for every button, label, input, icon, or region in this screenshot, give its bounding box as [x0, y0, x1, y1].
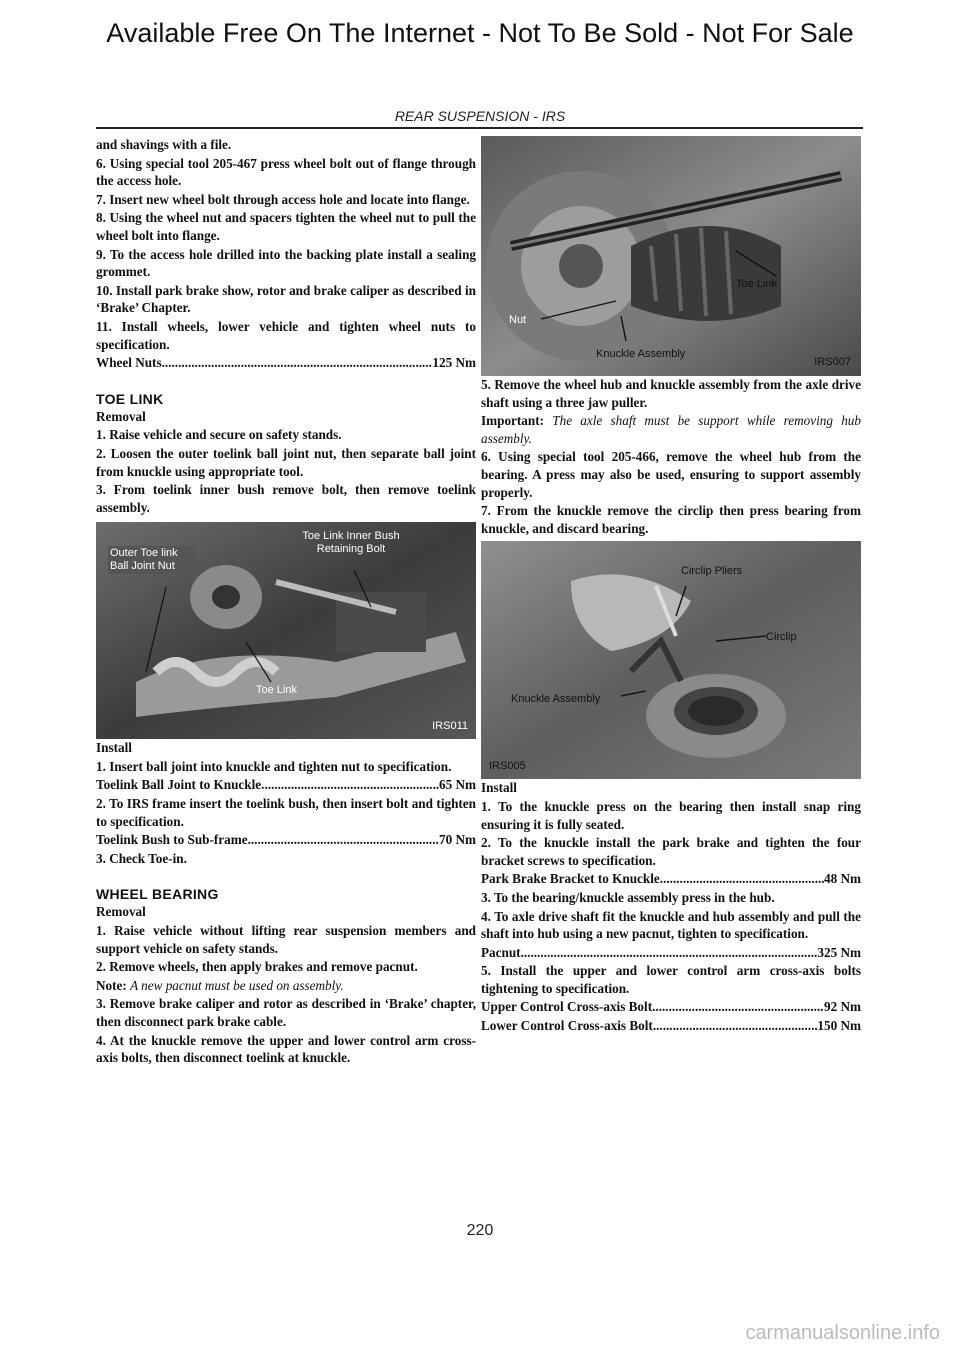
important-note [481, 412, 861, 447]
note-text: A new pacnut must be used on assembly. [130, 977, 344, 993]
subheading-install: Install [96, 740, 132, 756]
callout-knuckle-assembly: Knuckle Assembly [511, 693, 601, 706]
spec-value: 92 Nm [824, 999, 861, 1015]
spec-value: 325 Nm [817, 944, 861, 960]
photo-code: IRS011 [432, 719, 468, 732]
spec-label: Upper Control Cross-axis Bolt [481, 999, 653, 1015]
paragraph: 4. At the knuckle remove the upper and lower control arm cross-axis bolts, then disconnect toelink at knuckle. [96, 1032, 476, 1066]
photo-code: IRS007 [814, 356, 851, 369]
spec-label: Lower Control Cross-axis Bolt [481, 1018, 653, 1034]
spec-value: 125 Nm [432, 355, 476, 371]
important-text: The axle shaft must be support while removing hub assembly. [481, 413, 861, 446]
leader-dots [261, 776, 439, 794]
spec-value: 150 Nm [817, 1018, 861, 1034]
page-number: 220 [466, 1222, 494, 1239]
spec-label: Toelink Bush to Sub-frame [96, 832, 248, 848]
spec-value: 70 Nm [439, 832, 476, 848]
paragraph: 7. From the knuckle remove the circlip then press bearing from knuckle, and discard bearing. [481, 503, 861, 536]
leader-dots [653, 1017, 818, 1035]
leader-dots [521, 944, 818, 962]
paragraph: 1. To the knuckle press on the bearing then install snap ring ensuring it is fully seated. [481, 798, 861, 832]
callout-toe-link: Toe Link [256, 684, 297, 697]
right-column [481, 136, 861, 1036]
torque-spec-park-brake-bracket [481, 870, 861, 888]
paragraph: 1. Raise vehicle without lifting rear suspension members and support vehicle on safety stands. [96, 923, 476, 956]
note [96, 977, 476, 995]
paragraph: 9. To the access hole drilled into the backing plate install a sealing grommet. [96, 246, 476, 280]
paragraph: 6. Using special tool 205-466, remove the wheel hub from the bearing. A press may also be used, ensuring to support assembly properly. [481, 449, 861, 500]
paragraph: 7. Insert new wheel bolt through access hole and locate into flange. [96, 191, 470, 207]
watermark-banner: Available Free On The Internet - Not To Be Sold - Not For Sale [106, 18, 854, 48]
paragraph: 3. To the bearing/knuckle assembly press in the hub. [481, 889, 775, 905]
spec-label: Pacnut [481, 944, 521, 960]
paragraph: 3. Remove brake caliper and rotor as described in ‘Brake’ chapter, then disconnect park brake cable. [96, 996, 476, 1029]
subheading-removal: Removal [96, 408, 146, 424]
spec-label: Toelink Ball Joint to Knuckle [96, 777, 262, 793]
paragraph: 5. Install the upper and lower control arm cross-axis bolts tightening to specification. [481, 963, 861, 996]
photo-circlip-removal [481, 541, 861, 779]
paragraph: 5. Remove the wheel hub and knuckle assembly from the axle drive shaft using a three jaw puller. [481, 377, 861, 410]
paragraph: 2. To the knuckle install the park brake and tighten the four bracket screws to specification. [481, 835, 861, 868]
callout-toe-link: Toe Link [736, 278, 777, 290]
footer-watermark: carmanualsonline.info [745, 1322, 940, 1344]
torque-spec-ball-joint [96, 776, 476, 794]
callout-outer-ball-joint: Outer Toe link Ball Joint Nut [108, 546, 194, 574]
leader-dots [660, 870, 824, 888]
left-column [96, 136, 476, 1068]
paragraph: 1. Raise vehicle and secure on safety stands. [96, 427, 342, 443]
spec-value: 65 Nm [439, 777, 476, 793]
photo-toe-link [96, 522, 476, 739]
section-heading-wheel-bearing: WHEEL BEARING [96, 886, 219, 903]
photo-code: IRS005 [489, 759, 526, 772]
paragraph: 2. To IRS frame insert the toelink bush, then insert bolt and tighten to specification. [96, 796, 476, 829]
paragraph: 2. Remove wheels, then apply brakes and remove pacnut. [96, 959, 418, 975]
photo-knuckle-assembly [481, 136, 861, 376]
paragraph: 10. Install park brake show, rotor and brake caliper as described in ‘Brake’ Chapter. [96, 282, 476, 316]
paragraph: 4. To axle drive shaft fit the knuckle and hub assembly and pull the shaft into hub using a new pacnut, tighten to specification. [481, 908, 861, 942]
note-label: Note: [96, 977, 127, 993]
leader-dots [652, 998, 824, 1016]
callout-inner-bush-bolt: Toe Link Inner Bush Retaining Bolt [302, 530, 400, 556]
spec-label: Wheel Nuts [96, 355, 162, 371]
paragraph: 11. Install wheels, lower vehicle and tighten wheel nuts to specification. [96, 318, 476, 352]
paragraph: 6. Using special tool 205-467 press wheel bolt out of flange through the access hole. [96, 155, 476, 189]
callout-knuckle-assembly: Knuckle Assembly [596, 348, 686, 360]
leader-dots [162, 354, 433, 372]
torque-spec-toelink-bush [96, 831, 476, 849]
spec-value: 48 Nm [824, 871, 861, 887]
subheading-removal: Removal [96, 904, 146, 920]
section-heading-toe-link: TOE LINK [96, 390, 164, 407]
callout-nut: Nut [509, 314, 527, 326]
paragraph: 2. Loosen the outer toelink ball joint nut, then separate ball joint from knuckle using appropriate tool. [96, 445, 476, 479]
spec-label: Park Brake Bracket to Knuckle [481, 871, 660, 887]
running-head: REAR SUSPENSION - IRS [394, 108, 566, 124]
torque-spec-wheel-nuts [96, 354, 476, 372]
header-rule [96, 127, 863, 129]
paragraph: 1. Insert ball joint into knuckle and tighten nut to specification. [96, 758, 452, 774]
torque-spec-upper-control [481, 998, 861, 1016]
paragraph: 3. Check Toe-in. [96, 850, 187, 866]
paragraph: 3. From toelink inner bush remove bolt, then remove toelink assembly. [96, 482, 476, 515]
important-label: Important: [481, 413, 545, 429]
callout-circlip-pliers: Circlip Pliers [681, 565, 743, 578]
paragraph: and shavings with a file. [96, 137, 232, 152]
paragraph: 8. Using the wheel nut and spacers tighten the wheel nut to pull the wheel bolt into flange. [96, 210, 476, 243]
torque-spec-lower-control [481, 1017, 861, 1035]
leader-dots [248, 831, 439, 849]
subheading-install: Install [481, 780, 517, 796]
callout-circlip: Circlip [766, 631, 797, 644]
torque-spec-pacnut [481, 944, 861, 962]
